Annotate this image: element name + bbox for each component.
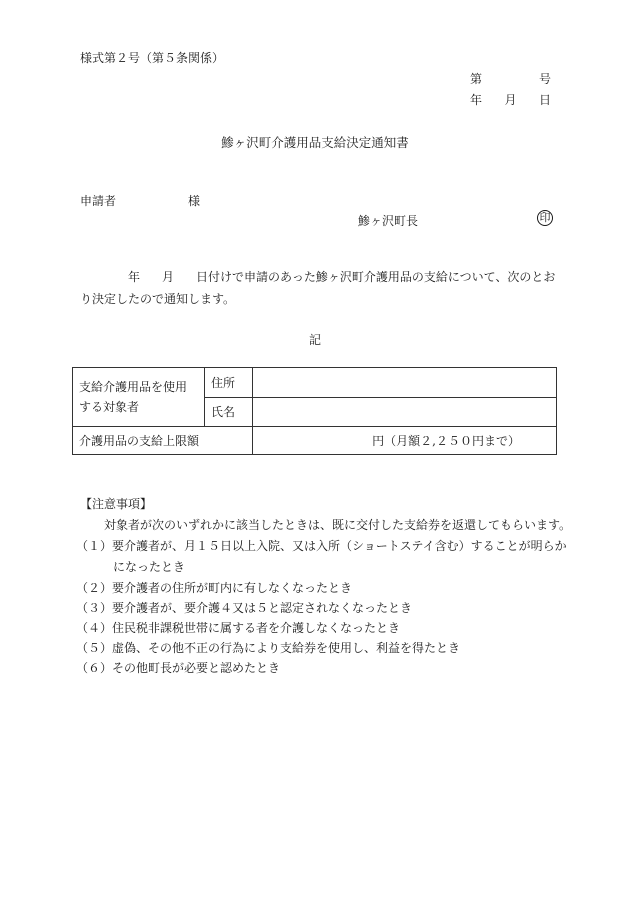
issue-date xyxy=(470,91,551,108)
date-month: 月 xyxy=(504,93,517,107)
note-item xyxy=(76,579,352,596)
applicant-honorific: 様 xyxy=(187,194,200,208)
note-item xyxy=(76,639,460,656)
note-item xyxy=(76,659,280,676)
notes-intro: 対象者が次のいずれかに該当したときは、既に交付した支給券を返還してもらいます。 xyxy=(104,518,572,532)
note-number: （３） xyxy=(76,601,113,615)
date-year: 年 xyxy=(470,93,483,107)
note-item xyxy=(76,537,567,554)
note-item xyxy=(76,619,400,636)
note-number: （２） xyxy=(76,581,113,595)
target-label: 支給介護用品を使用する対象者 xyxy=(73,368,205,427)
note-text: 要介護者の住所が町内に有しなくなったとき xyxy=(112,581,353,595)
body-line-1 xyxy=(80,268,556,285)
doc-number-prefix: 第 xyxy=(470,72,483,86)
document-number xyxy=(470,70,551,87)
note-text: その他町長が必要と認めたとき xyxy=(112,661,281,675)
applicant-label: 申請者 xyxy=(80,194,117,208)
seal-icon: 印 xyxy=(537,210,553,226)
body-year: 年 xyxy=(128,270,141,284)
address-value xyxy=(253,368,557,398)
document-title: 鯵ヶ沢町介護用品支給決定通知書 xyxy=(221,135,409,150)
body-month: 月 xyxy=(162,270,175,284)
note-item xyxy=(76,599,412,616)
body-line-1-text: 日付けで申請のあった鯵ヶ沢町介護用品の支給について、次のとお xyxy=(196,270,556,284)
date-day: 日 xyxy=(538,93,551,107)
note-text: 要介護者が、月１５日以上入院、又は入所（ショートステイ含む）することが明らか xyxy=(112,539,567,553)
details-table xyxy=(72,367,557,455)
note-number: （５） xyxy=(76,641,113,655)
body-line-2: り決定したので通知します。 xyxy=(80,292,236,306)
form-number: 様式第２号（第５条関係） xyxy=(80,51,225,65)
limit-value: 円（月額２,２５０円まで） xyxy=(253,427,557,455)
address-label: 住所 xyxy=(205,368,253,398)
limit-label: 介護用品の支給上限額 xyxy=(73,427,253,455)
issuer-name: 鯵ヶ沢町長 xyxy=(358,214,419,228)
name-label: 氏名 xyxy=(205,397,253,427)
note-number: （１） xyxy=(76,539,113,553)
ki-heading: 記 xyxy=(308,333,321,347)
note-text: 虚偽、その他不正の行為により支給券を使用し、利益を得たとき xyxy=(112,641,461,655)
note-text: 住民税非課税世帯に属する者を介護しなくなったとき xyxy=(112,621,401,635)
applicant-line xyxy=(80,192,200,209)
note-text: 要介護者が、要介護４又は５と認定されなくなったとき xyxy=(112,601,413,615)
name-value xyxy=(253,397,557,427)
doc-number-suffix: 号 xyxy=(538,72,551,86)
note-number: （６） xyxy=(76,661,113,675)
notes-heading: 【注意事項】 xyxy=(80,497,153,511)
note-item-continuation: になったとき xyxy=(113,560,186,574)
note-number: （４） xyxy=(76,621,113,635)
